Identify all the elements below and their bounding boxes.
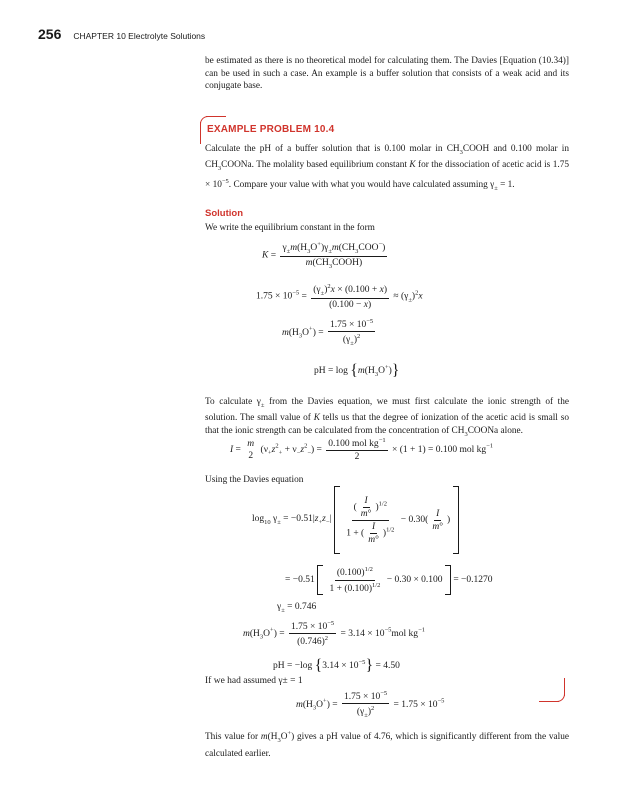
running-header xyxy=(38,26,205,42)
equation-ionic-strength: I = m 2 $(\nu_+z^2_+ + \nu_-z^2_-)$ = $\frac{0.100 mol kg^{-1}}{2}$ × (1 + 1) = 0.100 mol $kg^{-1}$ xyxy=(230,437,494,463)
equation-ph-def: pH = $\log \{m(H_3O^+)\}$ xyxy=(314,362,400,379)
equation-m-h3o: $m(H_3O^+)$ = $\frac{1.75 \times 10^{-5}}{(\gamma_\pm)^2}$ xyxy=(282,318,374,348)
equation-gamma-result: $\gamma_\pm = 0.746$ xyxy=(277,602,317,614)
example-title: EXAMPLE PROBLEM 10.4 xyxy=(207,124,335,135)
example-end-mark xyxy=(541,678,565,702)
equation-davies-numeric: = −0.51 $\frac{(0.100)^{1/2}}{1 + (0.100)^{1/2}}$ − 0.30 × 0.100 = −0.1270 xyxy=(285,566,493,594)
problem-statement: Calculate the pH of a buffer solution that is 0.100 molar in $CH_3COOH$ and 0.100 molar in $CH_3COONa$. The molality based equilibrium constant K for the dissociation of acetic acid is $1.75 \times 10^{-5}$. Compare your value with what you would have calculated assuming $\gamma_\pm = 1$. xyxy=(205,144,569,192)
page-number: 256 xyxy=(38,26,62,42)
equation-davies: $\log_{10} \gamma_\pm = -0.51|z_+z_-|$ ( $\frac{I}{m^\circ}$ )$^{1/2}$ 1 + ( $\frac{I}{m^\circ}$ )$^{1/2}$ − 0.30( $\frac{I}{m^\circ}$ ) xyxy=(252,486,459,554)
using-davies-text: Using the Davies equation xyxy=(205,475,304,485)
equation-m-h3o-result: $m(H_3O^+)$ = $\frac{1.75 \times 10^{-5}}{(0.746)^2}$ = $3.14 \times 10^{-5}mol$ $kg^{-1}$ xyxy=(243,620,425,648)
davies-paragraph: To calculate $\gamma_\pm$ from the Davies equation, we must first calculate the ionic strength of the solution. The small value of K tells us that the degree of ionization of the acetic acid is small so that the ionic strength can be calculated from the concentration of $CH_3COONa$ alone. xyxy=(205,397,569,438)
chapter-title: CHAPTER 10 Electrolyte Solutions xyxy=(73,31,206,41)
conclusion-paragraph: This value for $m(H_3O^+)$ gives a pH value of 4.76, which is significantly different from the value calculated earlier. xyxy=(205,730,569,759)
solution-label: Solution xyxy=(205,208,243,219)
solution-intro: We write the equilibrium constant in the form xyxy=(205,223,375,233)
equation-alt-result: $m(H_3O^+)$ = $\frac{1.75 \times 10^{-5}}{(\gamma_\pm)^2}$ = $1.75 \times 10^{-5}$ xyxy=(296,690,445,720)
equation-substituted: $1.75 \times 10^{-5}$ = $\frac{(\gamma_\pm)^2x \times (0.100 + x)}{(0.100 - x)}$ ≈ $(\gamma_\pm)^2x$ xyxy=(256,283,423,311)
intro-paragraph: be estimated as there is no theoretical model for calculating them. The Davies [Equation (10.34)] can be used in such a case. An example is a buffer solution that consists of a weak acid and its conjugate base. xyxy=(205,56,569,92)
equation-equilibrium-constant: K = $\frac{\gamma_\pm m(H_3O^+)\gamma_\pm m(CH_3COO^-)}{m(CH_3COOH)}$ xyxy=(262,241,386,270)
if-assumed-text: If we had assumed γ± = 1 xyxy=(205,676,303,686)
equation-ph-result: pH = −log $\{3.14 \times 10^{-5}\} = 4.50$ xyxy=(273,657,400,674)
